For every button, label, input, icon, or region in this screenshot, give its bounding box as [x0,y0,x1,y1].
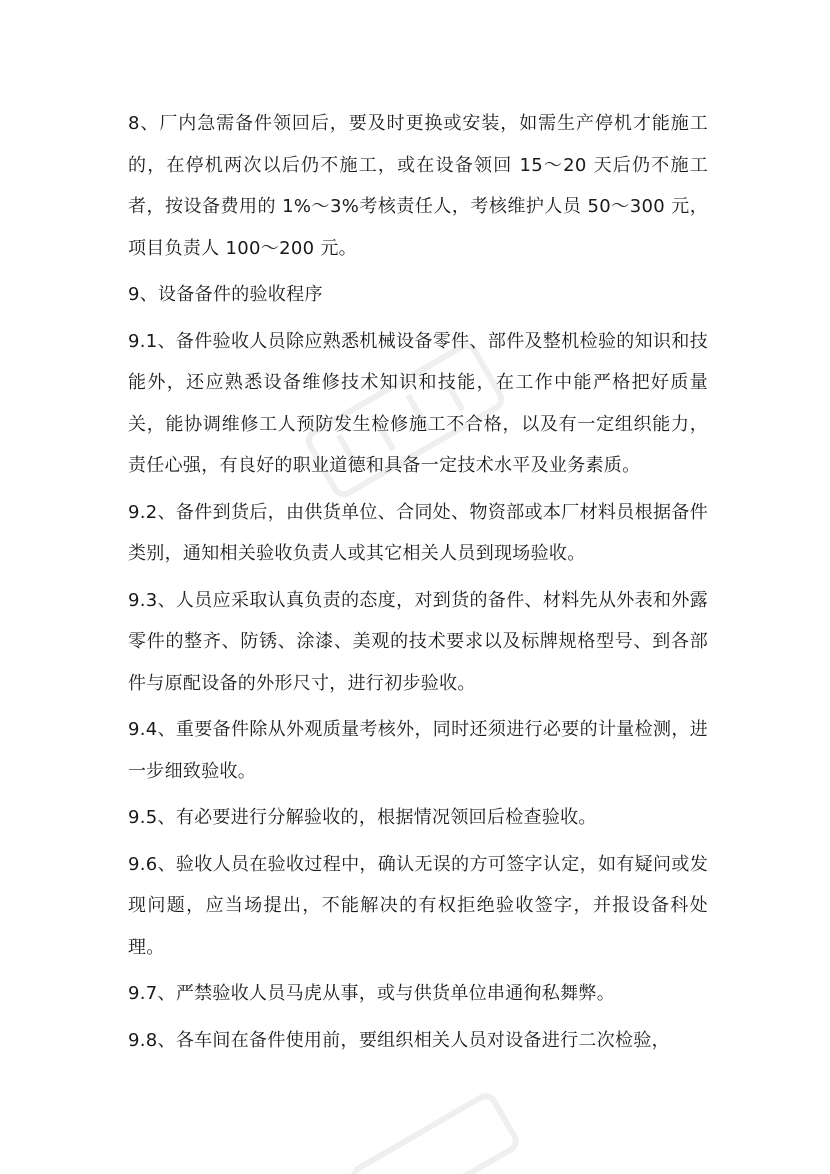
paragraph-9-4: 9.4、重要备件除从外观质量考核外，同时还须进行必要的计量检测，进一步细致验收。 [128,719,708,782]
paragraph-9-8: 9.8、各车间在备件使用前，要组织相关人员对设备进行二次检验， [128,1029,670,1051]
paragraph-9-1: 9.1、备件验收人员除应熟悉机械设备零件、部件及整机检验的知识和技能外，还应熟悉设备维修技术知识和技能，在工作中能严格把好质量关，能协调维修工人预防发生检修施工不合格，以及有一定组织能力，责任心强，有良好的职业道德和具备一定技术水平及业务素质。 [128,330,708,476]
paragraph-9-6: 9.6、验收人员在验收过程中，确认无误的方可签字认定，如有疑问或发现问题，应当场提出，不能解决的有权拒绝验收签字，并报设备科处理。 [128,853,708,958]
heading-9: 9、设备备件的验收程序 [128,284,323,305]
paragraph-9-3: 9.3、人员应采取认真负责的态度，对到货的备件、材料先从外表和外露零件的整齐、防锈、涂漆、美观的技术要求以及标牌规格型号、到各部件与原配设备的外形尺寸，进行初步验收。 [128,589,708,694]
document-body [128,103,708,1066]
paragraph-9-5: 9.5、有必要进行分解验收的，根据情况领回后检查验收。 [128,807,597,828]
watermark-logo-icon [330,1090,530,1174]
paragraph-9-7: 9.7、严禁验收人员马虎从事，或与供货单位串通徇私舞弊。 [128,983,616,1004]
paragraph-9-2: 9.2、备件到货后，由供货单位、合同处、物资部或本厂材料员根据备件类别，通知相关验收负责人或其它相关人员到现场验收。 [128,501,708,564]
paragraph-8: 8、厂内急需备件领回后，要及时更换或安装，如需生产停机才能施工的，在停机两次以后仍不施工，或在设备领回 15～20 天后仍不施工者，按设备费用的 1%～3%考核责任人，考核维护人员 50～300 元，项目负责人 100～200 元。 [128,113,708,259]
